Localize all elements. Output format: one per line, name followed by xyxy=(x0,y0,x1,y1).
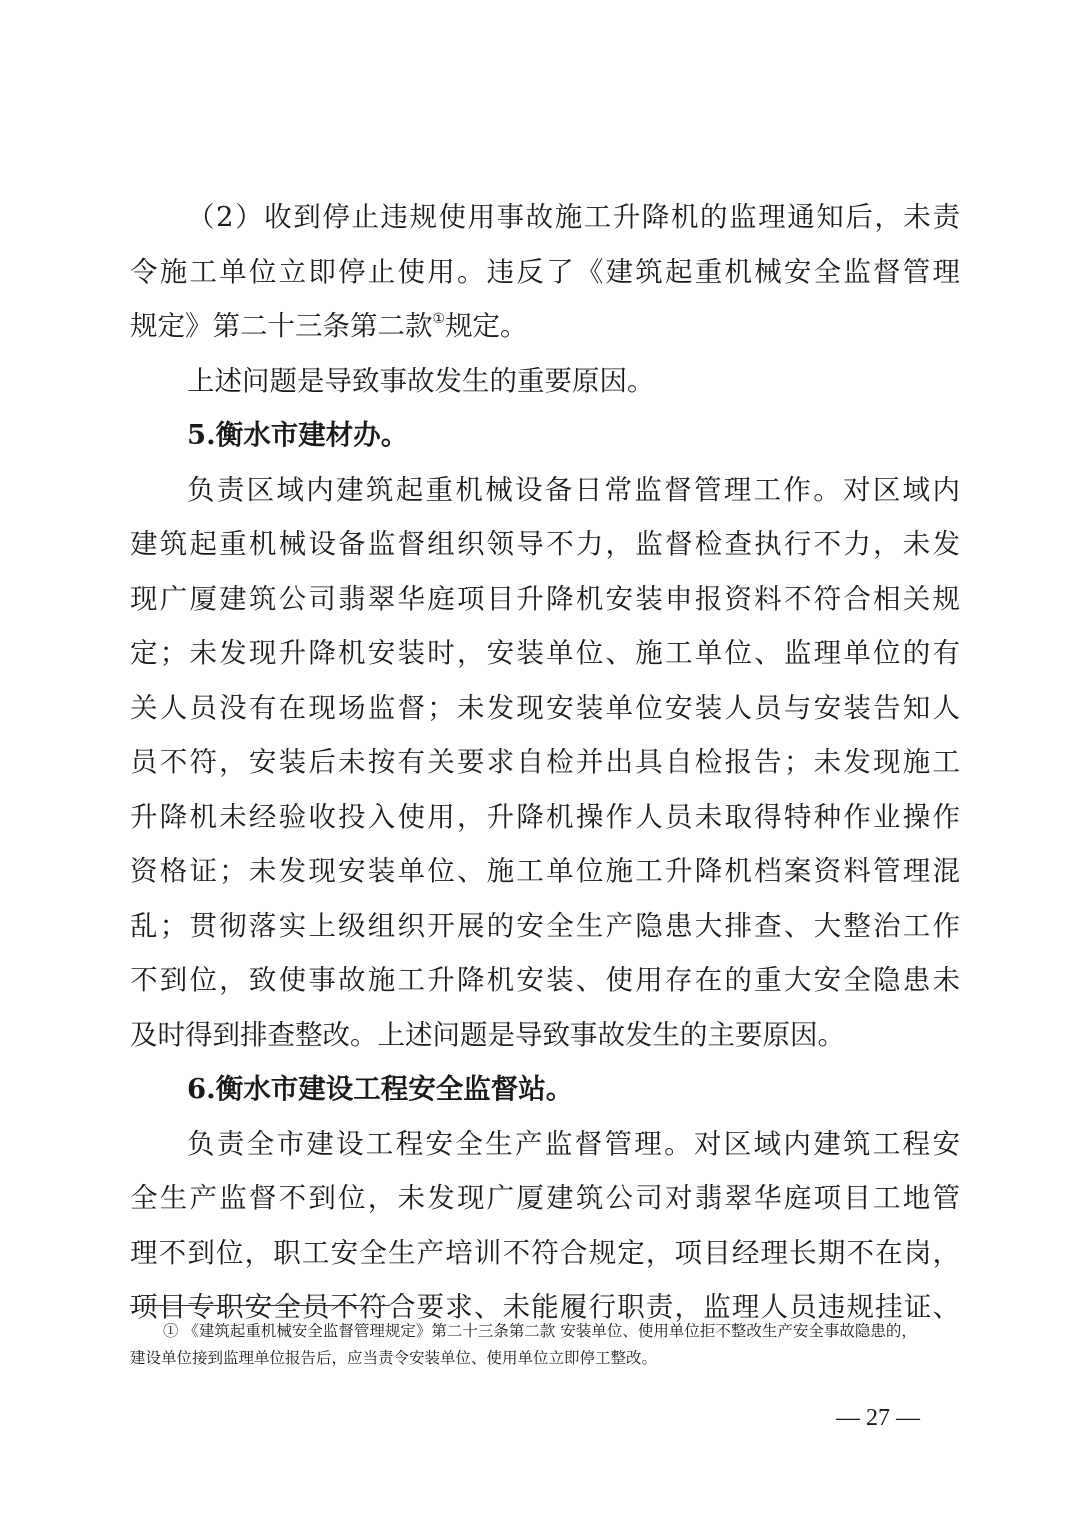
paragraph-text: 规定》第二十三条第二款 xyxy=(130,310,433,342)
body-text xyxy=(130,190,960,1335)
paragraph-line: 项目专职安全员不符合要求、未能履行职责，监理人员违规挂证、 xyxy=(130,1291,960,1323)
paragraph-line: 不到位，致使事故施工升降机安装、使用存在的重大安全隐患未 xyxy=(130,964,960,996)
paragraph-text: 规定。 xyxy=(445,310,528,342)
paragraph-line: 员不符，安装后未按有关要求自检并出具自检报告；未发现施工 xyxy=(130,746,960,778)
footnote-marker: ① xyxy=(432,311,446,327)
paragraph-line: 及时得到排查整改。上述问题是导致事故发生的主要原因。 xyxy=(130,1018,845,1051)
paragraph-line: 负责全市建设工程安全生产监督管理。对区域内建筑工程安 xyxy=(187,1127,960,1160)
paragraph-line: 全生产监督不到位，未发现广厦建筑公司对翡翠华庭项目工地管 xyxy=(130,1182,960,1214)
paragraph-line: 令施工单位立即停止使用。违反了《建筑起重机械安全监督管理 xyxy=(130,255,960,288)
paragraph-line: 关人员没有在现场监督；未发现安装单位安装人员与安装告知人 xyxy=(130,691,960,724)
section-heading: 6.衡水市建设工程安全监督站。 xyxy=(187,1073,574,1105)
section-heading: 5.衡水市建材办。 xyxy=(187,419,409,451)
paragraph-line: 负责区域内建筑起重机械设备日常监督管理工作。对区域内 xyxy=(187,473,960,506)
paragraph-line: 乱；贯彻落实上级组织开展的安全生产隐患大排查、大整治工作 xyxy=(130,909,960,942)
paragraph-line: 定；未发现升降机安装时，安装单位、施工单位、监理单位的有 xyxy=(130,637,960,669)
paragraph-line: 建筑起重机械设备监督组织领导不力，监督检查执行不力，未发 xyxy=(130,528,960,560)
footnote-line: ① 《建筑起重机械安全监督管理规定》第二十三条第二款 安装单位、使用单位拒不整改生产安全事故隐患的， xyxy=(163,1322,917,1340)
paragraph-line: 理不到位，职工安全生产培训不符合规定，项目经理长期不在岗， xyxy=(130,1236,960,1269)
footnote-divider xyxy=(130,1305,390,1306)
paragraph-line: 现广厦建筑公司翡翠华庭项目升降机安装申报资料不符合相关规 xyxy=(130,582,960,615)
paragraph-line: （2）收到停止违规使用事故施工升降机的监理通知后，未责 xyxy=(187,201,960,233)
paragraph-line: 资格证；未发现安装单位、施工单位施工升降机档案资料管理混 xyxy=(130,855,960,887)
page-number: — 27 — xyxy=(836,1405,920,1431)
paragraph-line: 上述问题是导致事故发生的重要原因。 xyxy=(187,364,655,397)
footnote xyxy=(130,1318,960,1372)
footnote-line: 建设单位接到监理单位报告后，应当责令安装单位、使用单位立即停工整改。 xyxy=(130,1349,658,1367)
paragraph-line: 升降机未经验收投入使用，升降机操作人员未取得特种作业操作 xyxy=(130,800,960,833)
paragraph-line xyxy=(130,299,960,354)
